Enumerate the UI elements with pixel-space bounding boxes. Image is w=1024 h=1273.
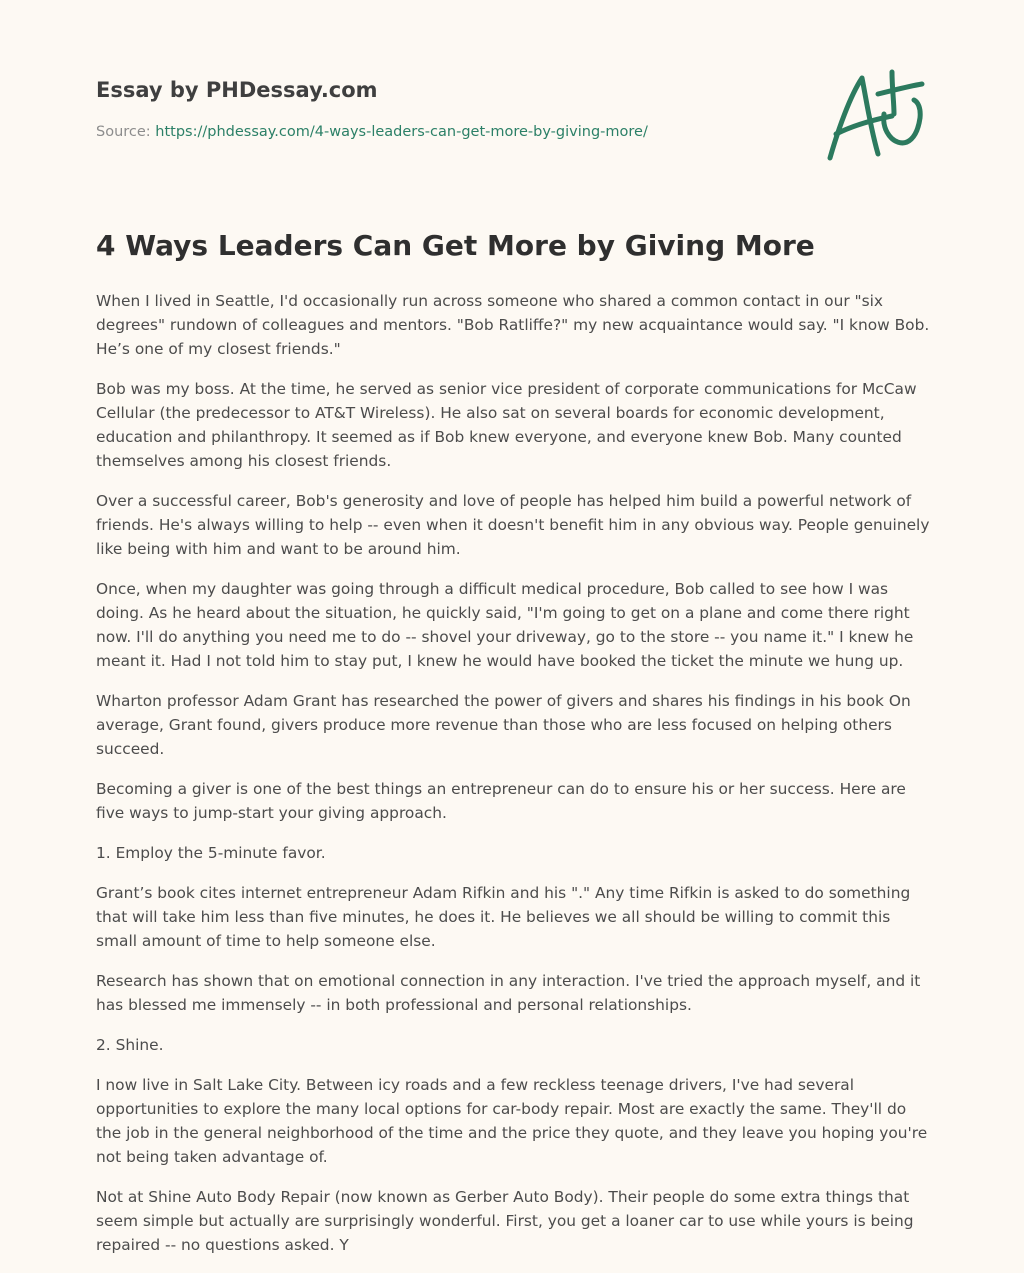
a-plus-logo <box>822 68 928 164</box>
essay-section-heading: 1. Employ the 5-minute favor. <box>96 844 326 862</box>
essay-paragraph: Over a successful career, Bob's generosity and love of people has helped him build a powerful network of friends. He's always willing to help -- even when it doesn't benefit him in any obvious way. People genuinely like being with him and want to be around him. <box>96 492 930 558</box>
essay-paragraph: Research has shown that on emotional connection in any interaction. I've tried the approach myself, and it has blessed me immensely -- in both professional and personal relationships. <box>96 972 921 1014</box>
essay-paragraph: I now live in Salt Lake City. Between icy roads and a few reckless teenage drivers, I've had several opportunities to explore the many local options for car-body repair. Most are exactly the same. They'll do the job in the general neighborhood of the time and the price they quote, and they leave you hoping you're not being taken advantage of. <box>96 1076 928 1166</box>
essay-paragraph: When I lived in Seattle, I'd occasionally run across someone who shared a common contact in our "six degrees" rundown of colleagues and mentors. "Bob Ratliffe?" my new acquaintance would say. "I know Bob. He’s one of my closest friends." <box>96 292 930 358</box>
source-label: Source: <box>96 124 156 140</box>
essay-article <box>96 228 936 1273</box>
source-link[interactable]: https://phdessay.com/4-ways-leaders-can-get-more-by-giving-more/ <box>155 124 648 140</box>
essay-section-heading: 2. Shine. <box>96 1036 164 1054</box>
document-header <box>96 76 796 142</box>
essay-paragraph: Once, when my daughter was going through a difficult medical procedure, Bob called to see how I was doing. As he heard about the situation, he quickly said, "I'm going to get on a plane and come there right now. I'll do anything you need me to do -- shovel your driveway, go to the store -- you name it." I knew he meant it. Had I not told him to stay put, I knew he would have booked the ticket the minute we hung up. <box>96 580 914 670</box>
essay-paragraph: Becoming a giver is one of the best things an entrepreneur can do to ensure his or her success. Here are five ways to jump-start your giving approach. <box>96 780 906 822</box>
a-plus-logo-icon <box>822 68 928 164</box>
essay-paragraph: Bob was my boss. At the time, he served as senior vice president of corporate communications for McCaw Cellular (the predecessor to AT&T Wireless). He also sat on several boards for economic development, education and philanthropy. It seemed as if Bob knew everyone, and everyone knew Bob. Many counted themselves among his closest friends. <box>96 380 917 470</box>
essay-paragraph: Not at Shine Auto Body Repair (now known as Gerber Auto Body). Their people do some extra things that seem simple but actually are surprisingly wonderful. First, you get a loaner car to use while yours is being repaired -- no questions asked. Y <box>96 1188 914 1254</box>
source-line <box>96 122 796 142</box>
essay-title: 4 Ways Leaders Can Get More by Giving More <box>96 229 815 262</box>
essay-paragraph: Wharton professor Adam Grant has researched the power of givers and shares his findings in his book On average, Grant found, givers produce more revenue than those who are less focused on helping others succeed. <box>96 692 911 758</box>
brand-title: Essay by PHDessay.com <box>96 78 378 102</box>
essay-paragraph: Grant’s book cites internet entrepreneur Adam Rifkin and his "." Any time Rifkin is asked to do something that will take him less than five minutes, he does it. He believes we all should be willing to commit this small amount of time to help someone else. <box>96 884 911 950</box>
